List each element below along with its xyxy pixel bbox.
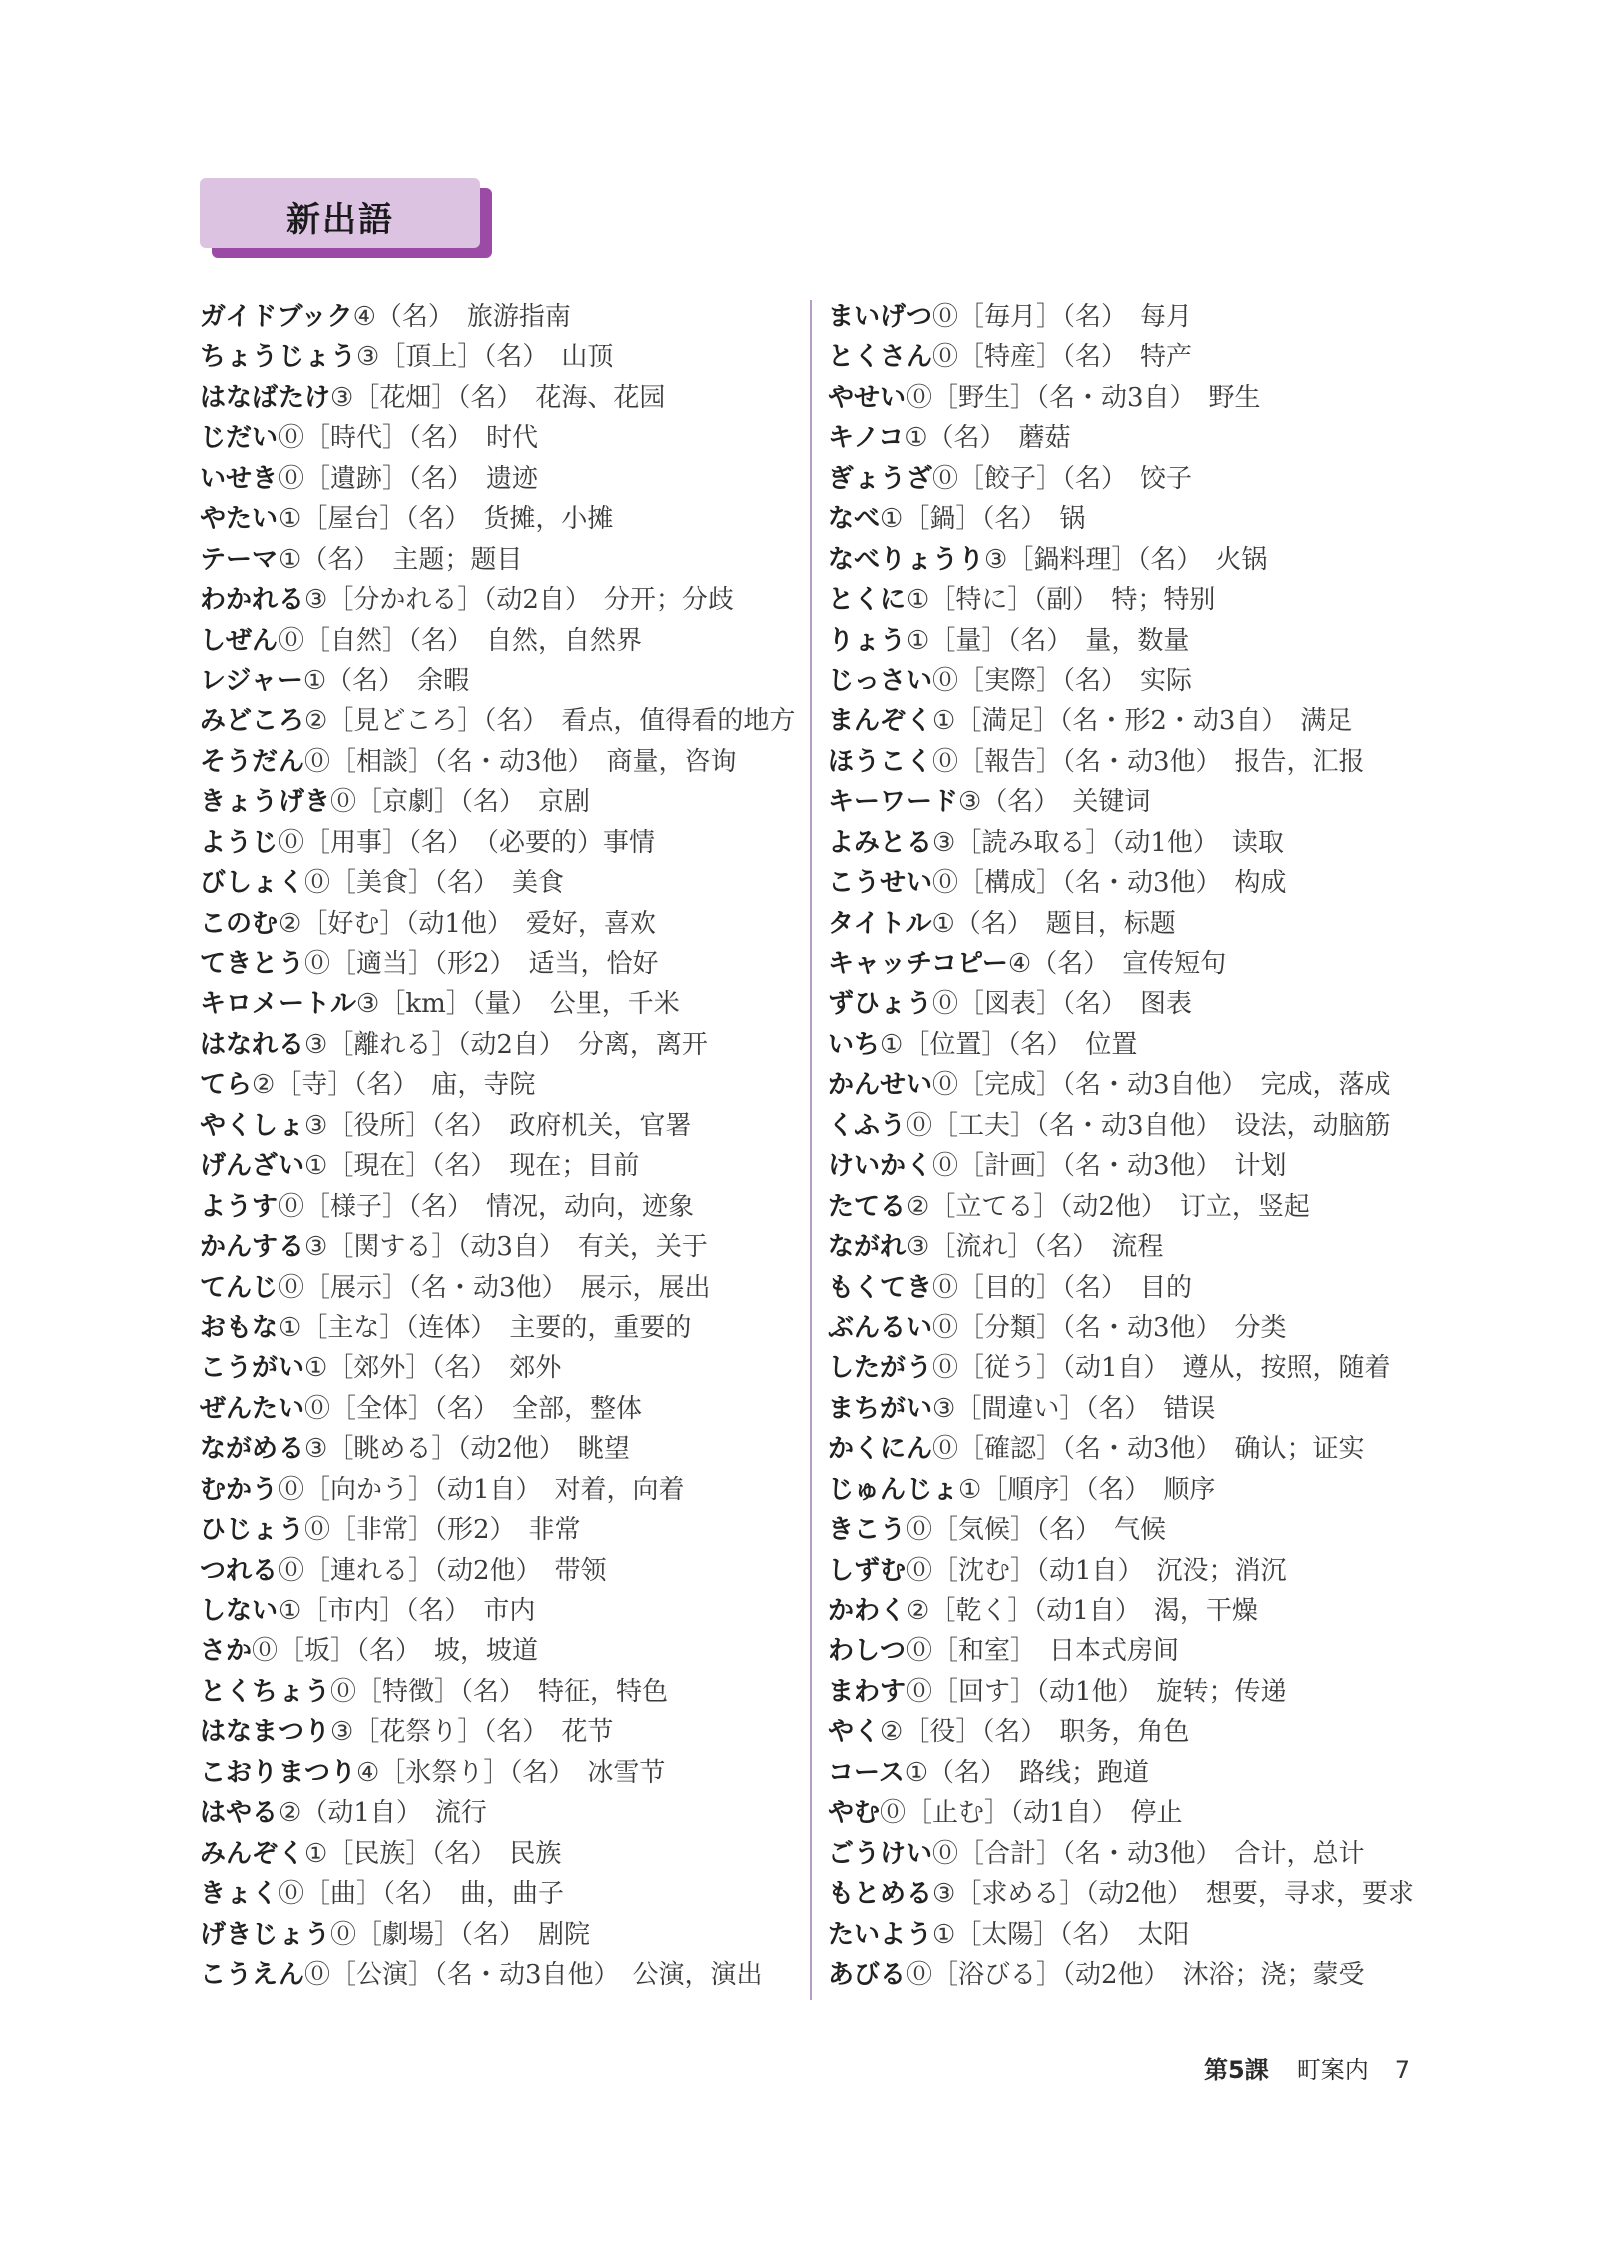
vocab-word: くふう — [828, 1110, 907, 1141]
column-divider — [810, 300, 812, 2000]
vocab-definition: ⓪［餃子］（名） 饺子 — [932, 463, 1193, 494]
vocab-word: キャッチコピー — [828, 949, 1008, 979]
vocab-definition: ⓪［和室］ 日本式房间 — [906, 1636, 1180, 1667]
vocab-word: もくてき — [828, 1272, 933, 1303]
vocab-entry — [828, 337, 1414, 377]
vocab-entry — [828, 1510, 1414, 1550]
vocab-entry — [200, 904, 795, 944]
vocab-definition: ③［花畑］（名） 花海、花园 — [330, 382, 666, 413]
vocab-entry — [200, 580, 795, 620]
vocab-definition: ③［関する］（动3自） 有关，关于 — [304, 1232, 708, 1263]
vocab-definition: ③［役所］（名） 政府机关，官署 — [304, 1110, 692, 1141]
vocab-entry — [200, 1227, 795, 1267]
vocab-definition: ⓪［京劇］（名） 京剧 — [330, 787, 591, 818]
vocab-entry — [200, 701, 795, 741]
section-title: 新出語 — [286, 200, 394, 240]
vocab-entry — [828, 1268, 1414, 1308]
vocab-entry — [200, 1672, 795, 1712]
vocab-word: りょう — [828, 625, 907, 656]
vocab-word: じだい — [200, 423, 279, 454]
vocab-definition: ⓪［確認］（名・动3他） 确认；证实 — [932, 1434, 1365, 1465]
vocab-entry — [200, 1429, 795, 1469]
vocab-word: しずむ — [828, 1555, 907, 1586]
vocab-entry — [200, 1591, 795, 1631]
vocab-entry — [828, 863, 1414, 903]
vocab-definition: ①［郊外］（名） 郊外 — [304, 1353, 562, 1384]
vocab-definition: ⓪［曲］（名） 曲，曲子 — [278, 1879, 565, 1910]
vocab-entry — [828, 1793, 1414, 1833]
vocab-definition: ⓪［用事］（名） （必要的）事情 — [278, 827, 656, 858]
vocab-entry — [828, 1672, 1414, 1712]
vocab-word: はやる — [200, 1798, 279, 1829]
vocab-entry — [200, 337, 795, 377]
vocab-definition: ③［頂上］（名） 山顶 — [356, 342, 614, 373]
vocab-definition: ⓪［美食］（名） 美食 — [304, 868, 565, 899]
vocab-definition: ④（名） 旅游指南 — [352, 302, 571, 332]
vocab-entry — [828, 459, 1414, 499]
vocab-word: てら — [200, 1070, 253, 1101]
vocab-word: はなれる — [200, 1029, 305, 1060]
vocab-definition: ⓪［特産］（名） 特产 — [932, 342, 1193, 373]
vocab-word: ぎょうざ — [828, 463, 933, 494]
vocab-word: きょうげき — [200, 787, 331, 818]
vocab-list-right — [828, 297, 1414, 1995]
vocab-definition: ②［役］（名） 职务，角色 — [880, 1717, 1190, 1748]
vocab-definition: ①［位置］（名） 位置 — [880, 1029, 1138, 1060]
vocab-word: けいかく — [828, 1151, 933, 1182]
vocab-word: むかう — [200, 1474, 279, 1505]
page-number: 7 — [1394, 2056, 1410, 2084]
vocab-entry — [828, 1065, 1414, 1105]
vocab-word: こおりまつり — [200, 1757, 357, 1788]
vocab-entry — [200, 1025, 795, 1065]
vocab-definition: ①（名） 蘑菇 — [904, 423, 1071, 454]
vocab-word: さか — [200, 1636, 253, 1667]
vocab-definition: ③［花祭り］（名） 花节 — [330, 1717, 614, 1748]
vocab-entry — [200, 1551, 795, 1591]
vocab-entry — [828, 499, 1414, 539]
vocab-entry — [828, 1106, 1414, 1146]
vocab-definition: ⓪［相談］（名・动3他） 商量，咨询 — [304, 746, 737, 777]
vocab-word: そうだん — [200, 746, 305, 777]
vocab-word: まわす — [828, 1676, 907, 1707]
vocab-entry — [200, 1389, 795, 1429]
vocab-entry — [828, 1227, 1414, 1267]
vocab-definition: ①［鍋］（名） 锅 — [880, 504, 1086, 535]
vocab-definition: ③［求める］（动2他） 想要，寻求，要求 — [932, 1879, 1414, 1910]
vocab-definition: ⓪［劇場］（名） 剧院 — [330, 1919, 591, 1950]
vocab-entry — [828, 823, 1414, 863]
vocab-entry — [200, 1470, 795, 1510]
vocab-definition: ⓪［浴びる］（动2他） 沐浴；浇；蒙受 — [906, 1959, 1365, 1990]
vocab-word: こうがい — [200, 1353, 305, 1384]
lesson-number: 第5課 — [1204, 2056, 1269, 2084]
vocab-entry — [200, 459, 795, 499]
vocab-definition: ⓪［自然］（名） 自然，自然界 — [278, 625, 643, 656]
vocab-entry — [200, 823, 795, 863]
vocab-word: つれる — [200, 1555, 279, 1586]
vocab-word: しない — [200, 1596, 279, 1626]
vocab-word: とくさん — [828, 342, 933, 373]
vocab-word: しぜん — [200, 625, 279, 656]
vocab-word: よみとる — [828, 827, 933, 858]
vocab-definition: ②［好む］（动1他） 爱好，喜欢 — [278, 908, 656, 939]
vocab-word: ひじょう — [200, 1515, 305, 1546]
vocab-word: かんする — [200, 1232, 305, 1263]
vocab-entry — [200, 1915, 795, 1955]
vocab-word: てきとう — [200, 949, 305, 979]
vocab-entry — [200, 1510, 795, 1550]
vocab-word: やせい — [828, 382, 907, 413]
vocab-entry — [828, 904, 1414, 944]
vocab-definition: ⓪［回す］（动1他） 旋转；传递 — [906, 1676, 1287, 1707]
vocab-entry — [828, 540, 1414, 580]
vocab-definition: ①（名） 余暇 — [302, 665, 470, 696]
vocab-definition: ⓪［展示］（名・动3他） 展示，展出 — [278, 1272, 711, 1303]
lesson-title: 町案内 — [1296, 2056, 1369, 2084]
vocab-word: なべ — [828, 504, 881, 535]
vocab-word: げんざい — [200, 1151, 305, 1182]
vocab-definition: ⓪［工夫］（名・动3自他） 设法，动脑筋 — [906, 1110, 1391, 1141]
vocab-definition: ⓪［目的］（名） 目的 — [932, 1272, 1193, 1303]
vocab-entry — [200, 540, 795, 580]
vocab-entry — [828, 1834, 1414, 1874]
vocab-definition: ⓪［野生］（名・动3自） 野生 — [906, 382, 1261, 413]
vocab-entry — [200, 1631, 795, 1671]
vocab-definition: ⓪［全体］（名） 全部，整体 — [304, 1393, 643, 1424]
vocab-definition: ⓪［図表］（名） 图表 — [932, 989, 1193, 1020]
vocab-word: たいよう — [828, 1919, 933, 1950]
vocab-entry — [828, 1874, 1414, 1914]
vocab-definition: ⓪［実際］（名） 实际 — [932, 665, 1193, 696]
vocab-entry — [828, 1753, 1414, 1793]
vocab-word: ちょうじょう — [200, 342, 357, 373]
vocab-definition: ⓪［連れる］（动2他） 带领 — [278, 1555, 607, 1586]
vocab-entry — [200, 782, 795, 822]
vocab-entry — [200, 1106, 795, 1146]
vocab-word: おもな — [200, 1312, 279, 1343]
vocab-word: キーワード — [828, 787, 959, 818]
vocab-entry — [200, 984, 795, 1024]
vocab-entry — [828, 1955, 1414, 1995]
vocab-entry — [828, 1025, 1414, 1065]
vocab-word: いせき — [200, 463, 279, 494]
vocab-definition: ⓪［合計］（名・动3他） 合计，总计 — [932, 1838, 1365, 1869]
vocab-entry — [828, 782, 1414, 822]
section-title-banner — [200, 178, 480, 248]
vocab-entry — [200, 1308, 795, 1348]
vocab-definition: ①（名） 主题；题目 — [278, 544, 523, 575]
vocab-entry — [828, 701, 1414, 741]
vocab-word: とくに — [828, 585, 907, 616]
vocab-entry — [828, 1348, 1414, 1388]
vocab-word: やむ — [828, 1798, 881, 1829]
vocab-word: てんじ — [200, 1272, 279, 1303]
vocab-entry — [828, 1631, 1414, 1671]
vocab-entry — [200, 297, 795, 337]
vocab-word: ガイドブック — [200, 302, 353, 332]
vocab-word: こうせい — [828, 868, 933, 899]
vocab-word: コース — [828, 1757, 905, 1788]
vocab-word: はなばたけ — [200, 382, 331, 413]
vocab-definition: ③［眺める］（动2他） 眺望 — [304, 1434, 630, 1465]
vocab-definition: ⓪［向かう］（动1自） 对着，向着 — [278, 1474, 685, 1505]
vocab-word: かんせい — [828, 1070, 933, 1101]
vocab-word: あびる — [828, 1959, 907, 1990]
vocab-definition: ③［km］（量） 公里，千米 — [356, 989, 680, 1020]
vocab-definition: ①［現在］（名） 现在；目前 — [304, 1151, 640, 1182]
vocab-word: わしつ — [828, 1636, 907, 1667]
vocab-definition: ⓪［構成］（名・动3他） 构成 — [932, 868, 1287, 899]
vocab-definition: ⓪［気候］（名） 气候 — [906, 1515, 1167, 1546]
vocab-word: かわく — [828, 1596, 907, 1626]
vocab-entry — [200, 499, 795, 539]
vocab-word: まいげつ — [828, 302, 933, 332]
vocab-definition: ⓪［特徴］（名） 特征，特色 — [330, 1676, 669, 1707]
vocab-definition: ②［寺］（名） 庙，寺院 — [252, 1070, 536, 1101]
vocab-word: はなまつり — [200, 1717, 331, 1748]
vocab-definition: ②［乾く］（动1自） 渴，干燥 — [906, 1596, 1258, 1626]
vocab-word: きょく — [200, 1879, 279, 1910]
vocab-definition: ⓪［時代］（名） 时代 — [278, 423, 539, 454]
vocab-entry — [828, 378, 1414, 418]
vocab-entry — [828, 1712, 1414, 1752]
vocab-definition: ①［市内］（名） 市内 — [278, 1596, 536, 1626]
vocab-definition: ③［流れ］（名） 流程 — [906, 1232, 1164, 1263]
vocab-entry — [828, 297, 1414, 337]
vocab-word: テーマ — [200, 544, 279, 575]
vocab-entry — [828, 1389, 1414, 1429]
vocab-word: ずひょう — [828, 989, 933, 1020]
page-footer — [1204, 2050, 1410, 2085]
vocab-definition: ①［民族］（名） 民族 — [304, 1838, 562, 1869]
vocab-definition: ⓪［従う］（动1自） 遵从，按照，随着 — [932, 1353, 1391, 1384]
vocab-definition: ⓪［分類］（名・动3他） 分类 — [932, 1312, 1287, 1343]
vocab-entry — [828, 580, 1414, 620]
vocab-entry — [828, 1591, 1414, 1631]
vocab-word: キノコ — [828, 423, 905, 454]
vocab-entry — [200, 621, 795, 661]
vocab-definition: ②［立てる］（动2他） 订立，竖起 — [906, 1191, 1310, 1222]
vocab-word: このむ — [200, 908, 279, 939]
vocab-definition: ⓪［報告］（名・动3他） 报告，汇报 — [932, 746, 1365, 777]
vocab-definition: ①［主な］（连体） 主要的，重要的 — [278, 1312, 692, 1343]
vocab-definition: ③［鍋料理］（名） 火锅 — [984, 544, 1268, 575]
vocab-definition: ⓪［公演］（名・动3自他） 公演，演出 — [304, 1959, 763, 1990]
vocab-definition: ⓪［様子］（名） 情况，动向，迹象 — [278, 1191, 695, 1222]
vocab-entry — [200, 1187, 795, 1227]
vocab-definition: ④（名） 宣传短句 — [1007, 949, 1227, 979]
vocab-definition: ②［見どころ］（名） 看点，值得看的地方 — [304, 706, 796, 737]
vocab-entry — [200, 1955, 795, 1995]
vocab-word: きこう — [828, 1515, 907, 1546]
vocab-word: ながめる — [200, 1434, 305, 1465]
vocab-word: みどころ — [200, 706, 305, 737]
vocab-entry — [828, 661, 1414, 701]
vocab-word: したがう — [828, 1353, 933, 1384]
vocab-word: たてる — [828, 1191, 907, 1222]
vocab-word: こうえん — [200, 1959, 305, 1990]
vocab-entry — [200, 863, 795, 903]
vocab-entry — [200, 1753, 795, 1793]
vocab-word: ほうこく — [828, 746, 933, 777]
vocab-entry — [200, 944, 795, 984]
vocab-definition: ④［氷祭り］（名） 冰雪节 — [356, 1757, 666, 1788]
vocab-entry — [200, 1268, 795, 1308]
vocab-definition: ③［読み取る］（动1他） 读取 — [932, 827, 1284, 858]
vocab-word: とくちょう — [200, 1676, 331, 1707]
vocab-entry — [200, 1065, 795, 1105]
vocab-entry — [200, 418, 795, 458]
vocab-word: ぜんたい — [200, 1393, 305, 1424]
vocab-entry — [828, 1187, 1414, 1227]
vocab-entry — [828, 418, 1414, 458]
vocab-definition: ②（动1自） 流行 — [278, 1798, 487, 1829]
vocab-word: げきじょう — [200, 1919, 331, 1950]
vocab-word: ようじ — [200, 827, 279, 858]
vocab-word: レジャー — [200, 665, 303, 696]
vocab-entry — [828, 1551, 1414, 1591]
vocab-word: やくしょ — [200, 1110, 305, 1141]
vocab-definition: ①（名） 路线；跑道 — [904, 1757, 1150, 1788]
vocab-word: まんぞく — [828, 706, 933, 737]
vocab-definition: ①［満足］（名・形2・动3自） 满足 — [932, 706, 1353, 737]
vocab-entry — [828, 1146, 1414, 1186]
vocab-definition: ①［量］（名） 量，数量 — [906, 625, 1190, 656]
vocab-word: かくにん — [828, 1434, 933, 1465]
vocab-entry — [200, 1712, 795, 1752]
vocab-word: ながれ — [828, 1232, 907, 1263]
vocab-word: びしょく — [200, 868, 305, 899]
vocab-entry — [828, 1470, 1414, 1510]
vocab-word: じゅんじょ — [828, 1474, 959, 1505]
vocab-word: やたい — [200, 504, 279, 535]
vocab-definition: ⓪［沈む］（动1自） 沉没；消沉 — [906, 1555, 1287, 1586]
vocab-list-left — [200, 297, 795, 1995]
vocab-definition: ③［間違い］（名） 错误 — [932, 1393, 1216, 1424]
vocab-entry — [200, 1874, 795, 1914]
vocab-definition: ③（名） 关键词 — [958, 787, 1151, 818]
vocab-word: ごうけい — [828, 1838, 933, 1869]
vocab-word: ぶんるい — [828, 1312, 933, 1343]
vocab-word: キロメートル — [200, 989, 357, 1020]
vocab-word: やく — [828, 1717, 881, 1748]
vocab-entry — [200, 378, 795, 418]
vocab-entry — [828, 984, 1414, 1024]
vocab-entry — [200, 661, 795, 701]
vocab-entry — [200, 1793, 795, 1833]
vocab-entry — [200, 1348, 795, 1388]
vocab-word: なべりょうり — [828, 544, 985, 575]
vocab-word: もとめる — [828, 1879, 933, 1910]
vocab-definition: ⓪［毎月］（名） 每月 — [932, 302, 1193, 332]
vocab-entry — [828, 944, 1414, 984]
vocab-word: タイトル — [828, 908, 932, 939]
vocab-entry — [200, 1834, 795, 1874]
vocab-entry — [828, 1308, 1414, 1348]
vocab-definition: ①（名） 题目，标题 — [931, 908, 1176, 939]
vocab-definition: ③［離れる］（动2自） 分离，离开 — [304, 1029, 708, 1060]
vocab-definition: ①［屋台］（名） 货摊，小摊 — [278, 504, 614, 535]
vocab-definition: ⓪［遺跡］（名） 遗迹 — [278, 463, 539, 494]
vocab-word: まちがい — [828, 1393, 933, 1424]
vocab-word: じっさい — [828, 665, 933, 696]
vocab-entry — [828, 1915, 1414, 1955]
vocab-definition: ⓪［適当］（形2） 适当，恰好 — [304, 949, 659, 979]
vocab-entry — [828, 742, 1414, 782]
vocab-word: わかれる — [200, 585, 305, 616]
vocab-definition: ③［分かれる］（动2自） 分开；分歧 — [304, 585, 734, 616]
vocab-word: ようす — [200, 1191, 279, 1222]
vocab-entry — [828, 621, 1414, 661]
vocab-definition: ⓪［完成］（名・动3自他） 完成，落成 — [932, 1070, 1391, 1101]
vocab-definition: ⓪［止む］（动1自） 停止 — [880, 1798, 1183, 1829]
vocab-word: みんぞく — [200, 1838, 305, 1869]
vocab-word: いち — [828, 1029, 881, 1060]
vocab-definition: ⓪［坂］（名） 坡，坡道 — [252, 1636, 539, 1667]
vocab-definition: ①［特に］（副） 特；特别 — [906, 585, 1216, 616]
vocab-entry — [200, 1146, 795, 1186]
vocab-entry — [200, 742, 795, 782]
vocab-entry — [828, 1429, 1414, 1469]
vocab-definition: ①［順序］（名） 顺序 — [958, 1474, 1216, 1505]
vocab-definition: ⓪［計画］（名・动3他） 计划 — [932, 1151, 1287, 1182]
vocab-definition: ⓪［非常］（形2） 非常 — [304, 1515, 581, 1546]
vocab-definition: ①［太陽］（名） 太阳 — [932, 1919, 1190, 1950]
